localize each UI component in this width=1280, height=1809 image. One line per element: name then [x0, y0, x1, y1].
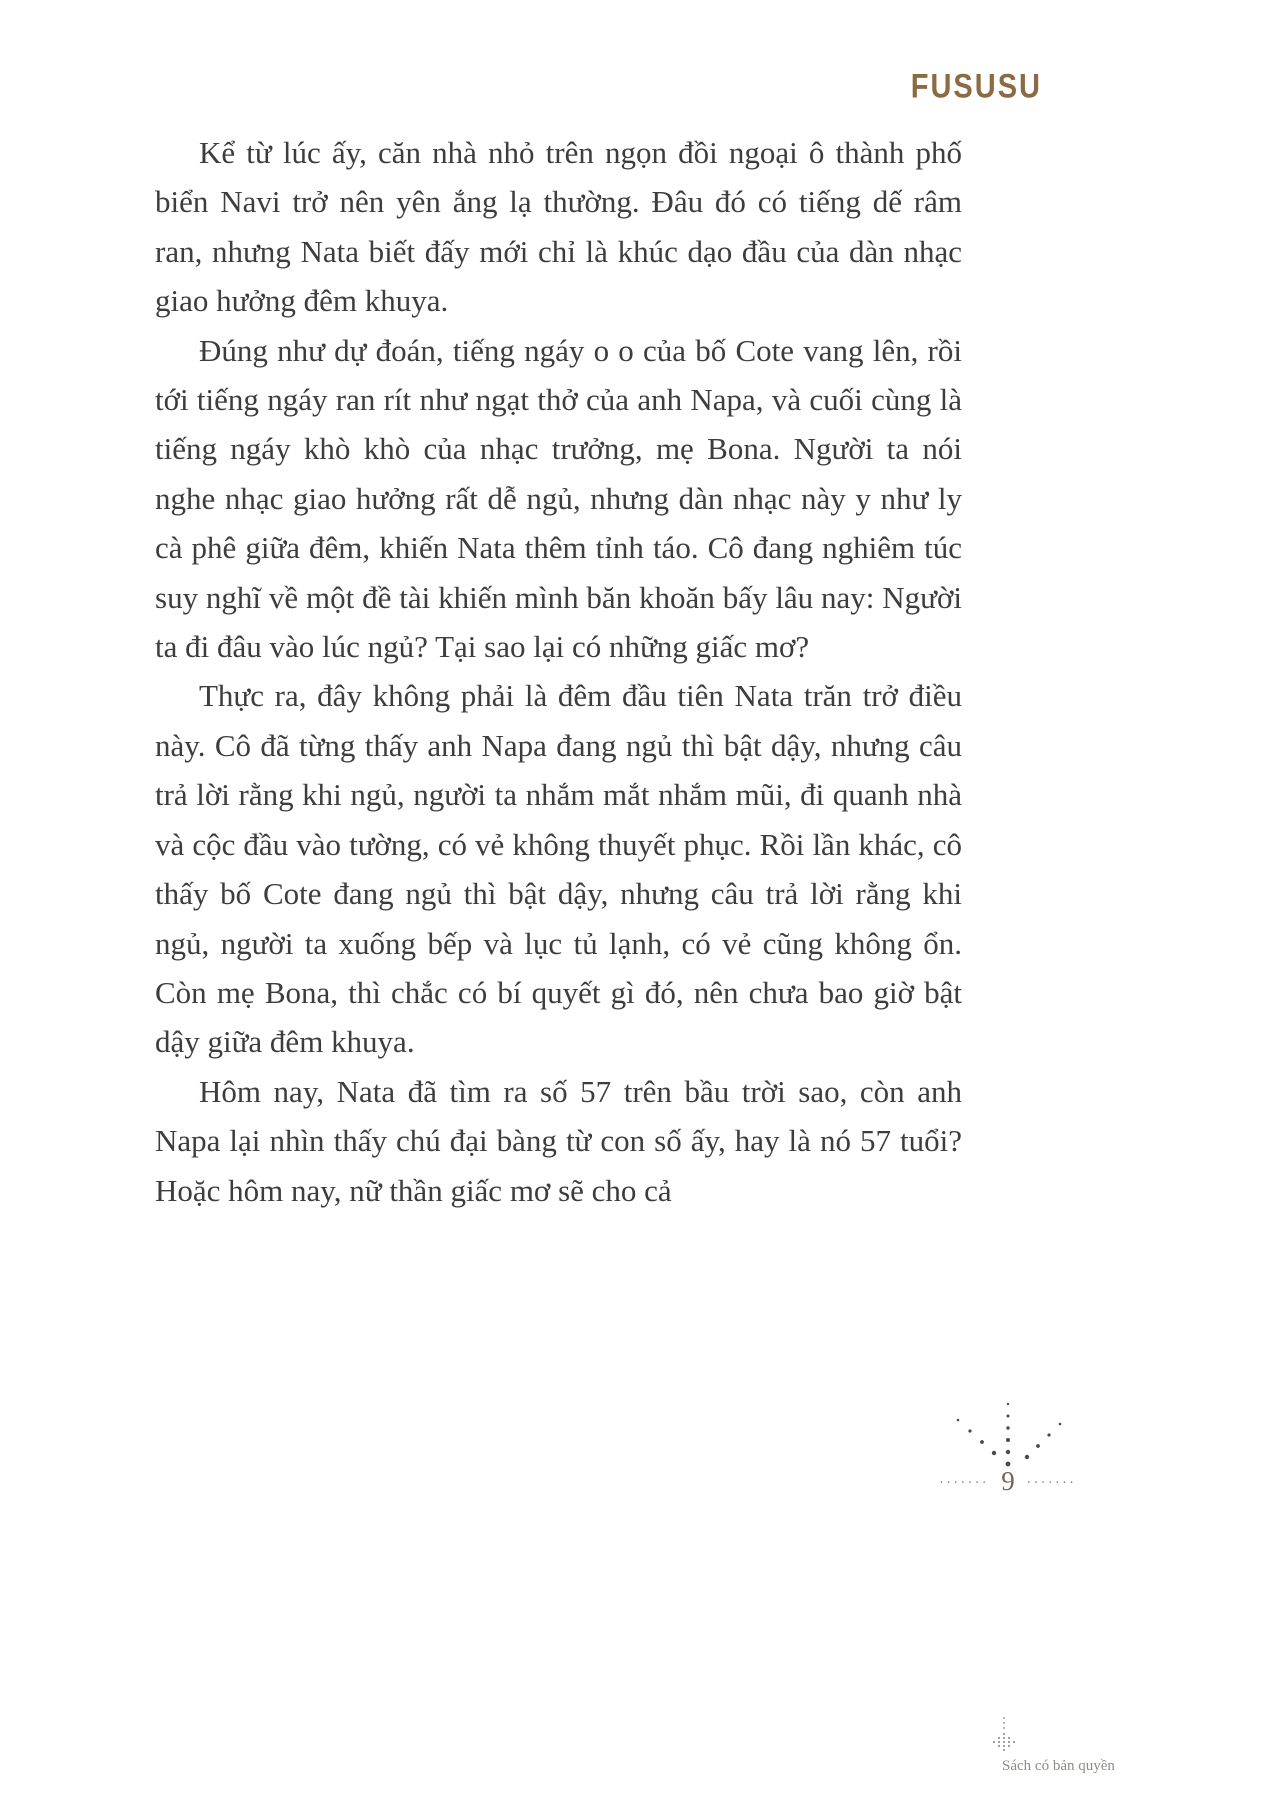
paragraph-2: Đúng như dự đoán, tiếng ngáy o o của bố Cote vang lên, rồi tới tiếng ngáy ran rít như ngạt thở của anh Napa, và cuối cùng là tiếng ngáy khò khò của nhạc trưởng, mẹ Bona. Người ta nói nghe nhạc giao hưởng rất dễ ngủ, nhưng dàn nhạc này y như ly cà phê giữa đêm, khiến Nata thêm tỉnh táo. Cô đang nghiêm túc suy nghĩ về một đề tài khiến mình băn khoăn bấy lâu nay: Người ta đi đâu vào lúc ngủ? Tại sao lại có những giấc mơ?	[155, 332, 962, 665]
paragraph-1: Kể từ lúc ấy, căn nhà nhỏ trên ngọn đồi ngoại ô thành phố biển Navi trở nên yên ắng lạ thường. Đâu đó có tiếng dế râm ran, nhưng Nata biết đấy mới chỉ là khúc dạo đầu của dàn nhạc giao hưởng đêm khuya.	[155, 135, 962, 319]
page-number: 9	[1001, 1466, 1015, 1496]
page-footer	[928, 1466, 1088, 1497]
dotted-diamond-icon	[990, 1716, 1018, 1757]
copyright-watermark: Sách có bản quyền	[1002, 1758, 1115, 1774]
paragraph-4: Hôm nay, Nata đã tìm ra số 57 trên bầu trời sao, còn anh Napa lại nhìn thấy chú đại bàng từ con số ấy, hay là nó 57 tuổi? Hoặc hôm nay, nữ thần giấc mơ sẽ cho cả	[155, 1073, 962, 1208]
footer-dots-right: ·······	[1026, 1476, 1077, 1491]
footer-dots-left: ·······	[939, 1476, 990, 1491]
paragraph-3: Thực ra, đây không phải là đêm đầu tiên Nata trăn trở điều này. Cô đã từng thấy anh Napa đang ngủ thì bật dậy, nhưng câu trả lời rằng khi ngủ, người ta nhắm mắt nhắm mũi, đi quanh nhà và cộc đầu vào tường, có vẻ không thuyết phục. Rồi lần khác, cô thấy bố Cote đang ngủ thì bật dậy, nhưng câu trả lời rằng khi ngủ, người ta xuống bếp và lục tủ lạnh, có vẻ cũng không ổn. Còn mẹ Bona, thì chắc có bí quyết gì đó, nên chưa bao giờ bật dậy giữa đêm khuya.	[155, 678, 962, 1060]
brand-logo: FUSUSU	[910, 68, 1042, 106]
page-content	[155, 128, 962, 1215]
